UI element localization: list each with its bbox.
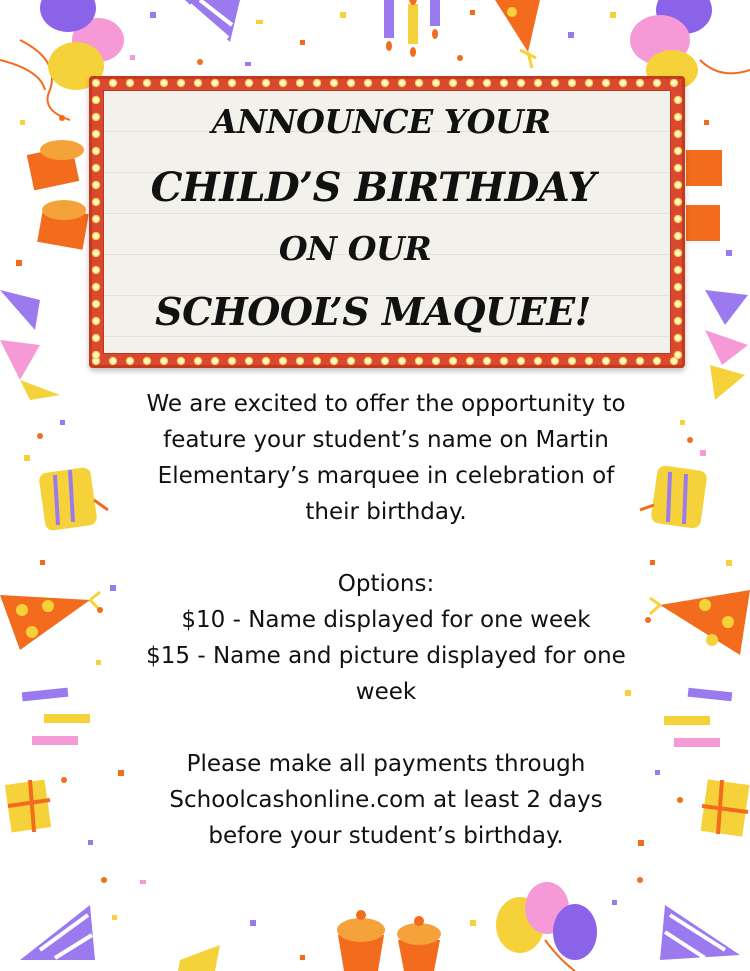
options-heading: Options: [337,571,435,597]
party-hat-bottom-left-icon [20,905,220,971]
bunting-left-icon [0,290,60,400]
intro-line-4: their birthday. [305,499,467,525]
party-hat-top-right-icon [495,0,540,68]
party-hat-bottom-right-icon [660,905,740,960]
intro-line-1: We are excited to offer the opportunity to [146,391,626,417]
balloons-bottom-right-icon [496,882,597,971]
cake-left-icon [38,467,108,532]
intro-line-3: Elementary’s marquee in celebration of [157,463,615,489]
candles-left-icon [22,688,90,745]
intro-line-2: feature your student’s name on Martin [163,427,609,453]
party-hat-top-icon [185,0,240,42]
party-hat-left-icon [0,592,100,650]
candles-top-icon [384,0,440,57]
option-2-line-2: week [355,679,417,705]
payment-line-2: Schoolcashonline.com at least 2 days [169,787,603,813]
payment-line-3: before your student’s birthday. [208,823,564,849]
option-1: $10 - Name displayed for one week [181,607,591,633]
flyer-body [120,386,652,854]
marquee-sign [89,76,685,368]
headline-line-4: SCHOOL’S MAQUEE! [155,289,591,334]
spacer [120,530,652,566]
bunting-right-icon [705,290,748,400]
spacer [120,710,652,746]
cupcakes-bottom-icon [337,910,441,971]
party-hat-right-icon [650,590,750,655]
candles-right-icon [664,688,732,747]
headline-line-3: ON OUR [278,229,432,268]
headline-line-1: ANNOUNCE YOUR [211,102,551,141]
option-2-line-1: $15 - Name and picture displayed for one [146,643,626,669]
gift-left-icon [5,779,51,832]
payment-line-1: Please make all payments through [186,751,586,777]
cupcakes-right-icon [686,150,722,241]
headline-line-2: CHILD’S BIRTHDAY [150,164,596,211]
gift-right-icon [701,779,750,836]
